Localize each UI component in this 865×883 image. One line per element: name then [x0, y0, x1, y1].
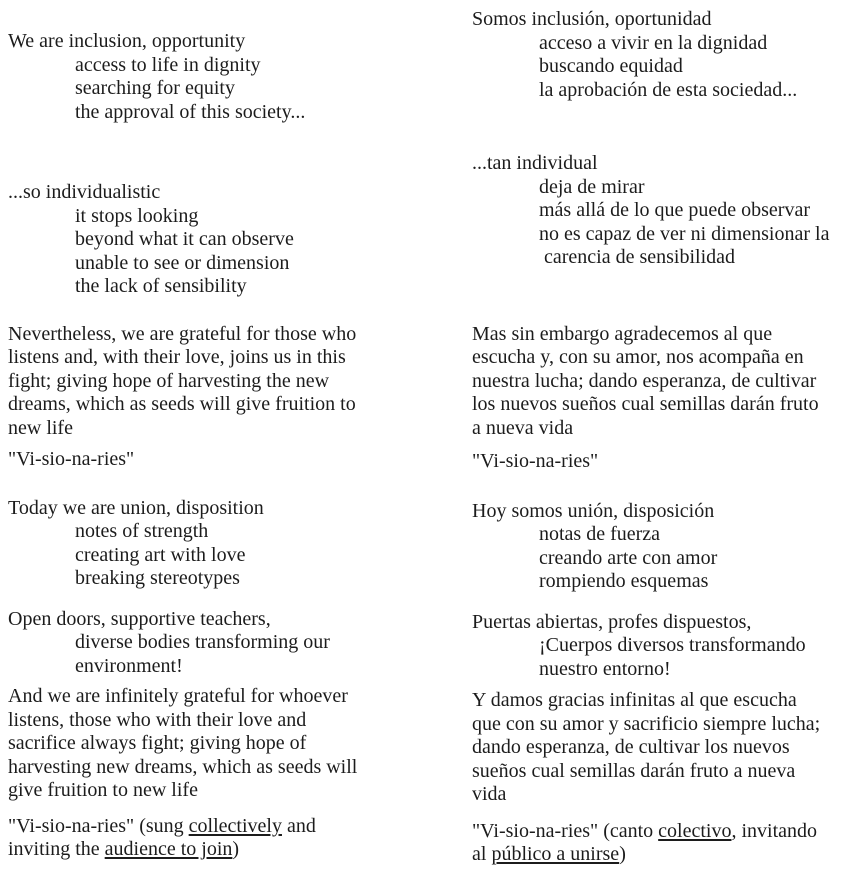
poem-line [472, 547, 865, 571]
poem-line [8, 205, 440, 229]
poem-line [472, 152, 865, 176]
poem-line [472, 346, 865, 370]
text-segment: nuestra lucha; dando esperanza, de cultivar [472, 369, 817, 392]
text-segment: the lack of sensibility [75, 275, 247, 297]
text-segment: ) [232, 838, 240, 860]
poem-line [472, 32, 865, 56]
spanish-column [472, 0, 865, 867]
text-segment: carencia de sensibilidad [539, 246, 736, 268]
poem-line [8, 544, 440, 568]
poem-line [472, 199, 865, 223]
text-segment: We are inclusion, opportunity [8, 30, 246, 52]
text-segment: más allá de lo que puede observar [539, 199, 811, 221]
poem-line [472, 760, 865, 784]
poem-line [472, 246, 865, 270]
text-segment: Y damos gracias infinitas al que escucha [472, 689, 797, 711]
stanza-es-2 [472, 152, 865, 270]
stanza-en-1 [8, 30, 440, 124]
text-segment: ¡Cuerpos diversos transformando [539, 634, 806, 656]
stanza-en-3 [8, 497, 440, 591]
poem-line [472, 611, 865, 635]
text-segment: Today we are union, disposition [8, 496, 264, 519]
poem-line [472, 55, 865, 79]
poem-line [472, 820, 865, 844]
poem-line [472, 843, 865, 867]
poem-line [472, 689, 865, 713]
poem-line [472, 713, 865, 737]
text-segment: fight; giving hope of harvesting the new [8, 369, 330, 392]
poem-line [8, 608, 440, 632]
text-segment: new life [8, 416, 73, 439]
poem-line [8, 54, 440, 78]
paragraph-en-2 [8, 685, 440, 803]
text-segment: the approval of this society... [75, 100, 306, 123]
poem-line [8, 779, 440, 803]
text-segment: no es capaz de ver ni dimensionar la [539, 222, 830, 245]
text-segment: listens, those who with their love and [8, 708, 307, 731]
underlined-text: público a unirse [491, 843, 620, 865]
text-segment: deja de mirar [539, 175, 645, 198]
text-segment: notas de fuerza [539, 523, 661, 545]
poem-line [8, 631, 440, 655]
text-segment: Open doors, supportive teachers, [8, 607, 271, 630]
text-segment: breaking stereotypes [75, 567, 240, 589]
text-segment: rompiendo esquemas [539, 570, 709, 592]
text-segment: ) [619, 843, 626, 865]
poem-line [472, 736, 865, 760]
text-segment: que con su amor y sacrificio siempre lucha; [472, 712, 821, 735]
poem-line [8, 393, 440, 417]
poem-line [472, 8, 865, 32]
text-segment: Somos inclusión, oportunidad [472, 8, 712, 30]
poem-line [8, 756, 440, 780]
text-segment: Puertas abiertas, profes dispuestos, [472, 610, 752, 633]
text-segment: give fruition to new life [8, 779, 198, 801]
poem-line [472, 79, 865, 103]
text-segment: access to life in dignity [75, 53, 261, 76]
poem-line [472, 393, 865, 417]
poem-line [8, 655, 440, 679]
text-segment: harvesting new dreams, which as seeds will [8, 755, 358, 778]
poem-line [8, 709, 440, 733]
text-segment: Nevertheless, we are grateful for those who [8, 322, 357, 345]
stanza-es-4 [472, 611, 865, 682]
text-segment: "Vi-sio-na-ries" (sung [8, 814, 189, 837]
poem-line [8, 448, 440, 472]
text-segment: "Vi-sio-na-ries" [8, 448, 135, 470]
text-segment: searching for equity [75, 77, 235, 99]
poem-line [8, 417, 440, 441]
text-segment: dreams, which as seeds will give fruition to [8, 393, 356, 415]
text-segment: al [472, 843, 492, 865]
underlined-text: collectively [188, 814, 282, 837]
text-segment: sueños cual semillas darán fruto a nueva [472, 759, 796, 782]
poem-line [8, 520, 440, 544]
poem-line [472, 417, 865, 441]
poem-line [8, 567, 440, 591]
stanza-es-1 [472, 8, 865, 102]
paragraph-es-1 [472, 323, 865, 441]
text-segment: vida [472, 783, 507, 805]
text-segment: creando arte con amor [539, 546, 718, 569]
refrain-en-2 [8, 815, 440, 862]
refrain-es-2 [472, 820, 865, 867]
poem-line [8, 815, 440, 839]
poem-line [472, 658, 865, 682]
text-segment: nuestro entorno! [539, 657, 671, 680]
text-segment: ...so individualistic [8, 181, 161, 203]
text-segment: a nueva vida [472, 416, 574, 439]
underlined-text: audience to join [104, 838, 233, 860]
poem-line [472, 223, 865, 247]
text-segment: buscando equidad [539, 55, 683, 77]
stanza-en-4 [8, 608, 440, 679]
poem-line [8, 252, 440, 276]
text-segment: beyond what it can observe [75, 228, 294, 250]
poem-line [8, 370, 440, 394]
text-segment: Mas sin embargo agradecemos al que [472, 322, 773, 345]
stanza-en-2 [8, 181, 440, 299]
poem-line [8, 101, 440, 125]
text-segment: and [281, 814, 316, 837]
text-segment: notes of strength [75, 520, 209, 542]
text-segment: "Vi-sio-na-ries" (canto [472, 819, 659, 842]
poem-line [8, 497, 440, 521]
text-segment: inviting the [8, 838, 105, 860]
poem-line [472, 450, 865, 474]
paragraph-en-1 [8, 323, 440, 441]
poem-line [472, 570, 865, 594]
text-segment: escucha y, con su amor, nos acompaña en [472, 346, 804, 368]
poem-line [8, 732, 440, 756]
text-segment: , invitando [731, 819, 818, 842]
poem-line [8, 181, 440, 205]
refrain-en-1 [8, 448, 440, 472]
poem-line [8, 275, 440, 299]
poem-line [8, 30, 440, 54]
poem-line [472, 634, 865, 658]
text-segment: creating art with love [75, 543, 246, 566]
poem-line [472, 523, 865, 547]
text-segment: it stops looking [75, 204, 199, 227]
poem-line [8, 228, 440, 252]
poem-line [472, 176, 865, 200]
text-segment: environment! [75, 654, 183, 677]
text-segment: listens and, with their love, joins us in this [8, 346, 346, 368]
text-segment: la aprobación de esta sociedad... [539, 78, 798, 101]
text-segment: diverse bodies transforming our [75, 631, 330, 653]
poem-line [472, 323, 865, 347]
poem-line [472, 500, 865, 524]
text-segment: And we are infinitely grateful for whoever [8, 685, 348, 707]
text-segment: los nuevos sueños cual semillas darán fruto [472, 393, 819, 415]
poem-line [472, 783, 865, 807]
text-segment: acceso a vivir en la dignidad [539, 31, 768, 54]
stanza-es-3 [472, 500, 865, 594]
poem-line [8, 77, 440, 101]
poem-line [8, 346, 440, 370]
refrain-es-1 [472, 450, 865, 474]
english-column [8, 0, 440, 862]
poem-line [8, 685, 440, 709]
text-segment: "Vi-sio-na-ries" [472, 450, 599, 472]
text-segment: Hoy somos unión, disposición [472, 499, 715, 522]
text-segment: dando esperanza, de cultivar los nuevos [472, 736, 790, 758]
poem-line [8, 323, 440, 347]
poem-line [8, 838, 440, 862]
text-segment: ...tan individual [472, 152, 598, 174]
text-segment: sacrifice always fight; giving hope of [8, 732, 307, 754]
paragraph-es-2 [472, 689, 865, 807]
poem-line [472, 370, 865, 394]
text-segment: unable to see or dimension [75, 251, 290, 274]
underlined-text: colectivo [658, 819, 732, 842]
